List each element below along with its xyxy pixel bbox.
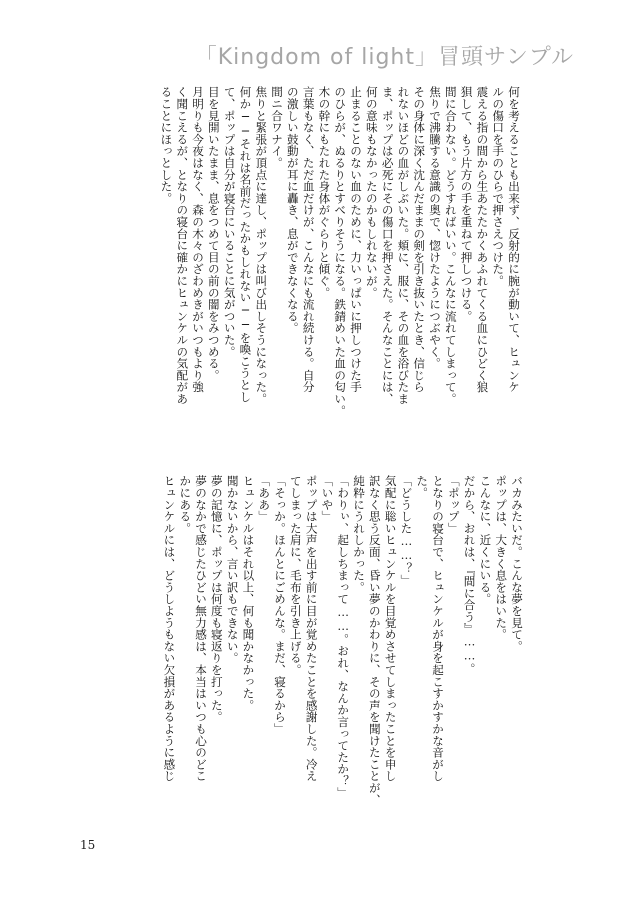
text-line: ポップは、大きく息をはいた。: [494, 475, 509, 641]
upper-text-block: [158, 86, 521, 434]
text-line: 「ああ」: [257, 475, 272, 523]
text-line: ることにほっとした。: [159, 86, 174, 204]
text-line: 止まることのない血のために、力いっぱいに押しつけた手: [349, 86, 364, 393]
text-line: 狽して、もう片方の手を重ねて押しつける。: [459, 86, 474, 322]
text-line: 言葉もなく、ただ血だけが、こんなにも流れ続ける。自分: [301, 86, 316, 393]
text-line: かにある。: [178, 475, 193, 534]
lower-text-block: [161, 475, 524, 823]
text-line: た。: [415, 475, 430, 499]
text-line: 「そっか。ほんとにごめんな。まだ、寝るから」: [273, 475, 288, 735]
text-line: の激しい鼓動が耳に轟き、息ができなくなる。: [285, 86, 300, 334]
text-line: 何か──それは名前だったかもしれない──を喚こうとし: [238, 86, 253, 403]
text-line: 焦りで沸騰する意識の奥で、惚けたようにつぶやく。: [428, 86, 443, 370]
text-line: ま、ポップは必死にその傷口を押さえた。そんなことには、: [380, 86, 395, 405]
text-line: 夢の記憶に、ポップは何度も寝返りを打った。: [209, 475, 224, 723]
text-line: となりの寝台で、ヒュンケルが身を起こすかすかな音がし: [431, 475, 446, 782]
text-line: ヒュンケルはそれ以上、何も聞かなかった。: [241, 475, 256, 711]
text-line: 目を見開いたまま、息をつめて目の前の闇をみつめる。: [206, 86, 221, 381]
page-number: 15: [80, 838, 96, 852]
text-line: 純粋にうれしかった。: [352, 475, 367, 593]
text-line: ポップは大声を出す前に目が覚めたことを感謝した。冷え: [304, 475, 319, 782]
text-line: 月明りも今夜はなく、森の木々のざわめきがいつもより強: [191, 86, 206, 393]
text-line: 「わりぃ、起しちまって……。おれ、なんか言ってたか？」: [336, 475, 351, 799]
text-line: ルの傷口を手のひらで押さえつけた。: [491, 86, 506, 287]
text-line: て、ポップは自分が寝台にいることに気がついた。: [222, 86, 237, 358]
text-line: 訳なく思う反面、昏い夢のかわりに、その声を聞けたことが、: [367, 475, 382, 806]
text-line: のひらが、ぬるりとすべりそうになる。鉄錆めいた血の匂い。: [333, 86, 348, 417]
text-line: その身体に深く沈んだままの剣を引き抜いたとき、信じら: [412, 86, 427, 393]
text-line: だから、おれは、『間に合う』……。: [462, 475, 477, 675]
text-line: バカみたいだ。こんな夢を見て。: [510, 475, 524, 652]
text-line: 木の幹にもたれた身体がぐらりと傾ぐ。: [317, 86, 332, 299]
text-line: ヒュンケルには、どうしようもない欠損があるように感じ: [162, 475, 177, 782]
text-line: 「いや」: [320, 475, 335, 523]
text-line: 「どうした……？」: [399, 475, 414, 586]
text-line: 震える指の間から生あたたかくあふれてくる血にひどく狼: [475, 86, 490, 393]
text-line: 夢のなかで感じたひどい無力感は、本当はいつも心のどこ: [194, 475, 209, 782]
text-line: れないほどの血がしぶいた。頬に、服に、その血を浴びたま: [396, 86, 411, 405]
text-line: 聞かないから、言い訳もできない。: [225, 475, 240, 664]
text-line: てしまった肩に、毛布を引き上げる。: [288, 475, 303, 676]
text-line: 間に合わない。どうすればいい。こんなに流れてしまって。: [443, 86, 458, 405]
text-line: 焦りと緊張が頂点に達し、ポップは叫び出しそうになった。: [254, 86, 269, 405]
text-line: 気配に聡いヒュンケルを目覚めさせてしまったことを申し: [383, 475, 398, 782]
text-line: 「ポップ」: [446, 475, 461, 534]
text-line: 何を考えることも出来ず、反射的に腕が動いて、ヒュンケ: [507, 86, 521, 393]
text-line: 何の意味もなかったのかもしれないが。: [364, 86, 379, 299]
text-line: 間ニ合ワナイ。: [270, 86, 285, 169]
text-line: こんなに、近くにいる。: [478, 475, 493, 605]
text-line: く聞こえるが、となりの寝台に確かにヒュンケルの気配があ: [175, 86, 190, 405]
page-title: 「Kingdom of light」冒頭サンプル: [194, 45, 574, 70]
